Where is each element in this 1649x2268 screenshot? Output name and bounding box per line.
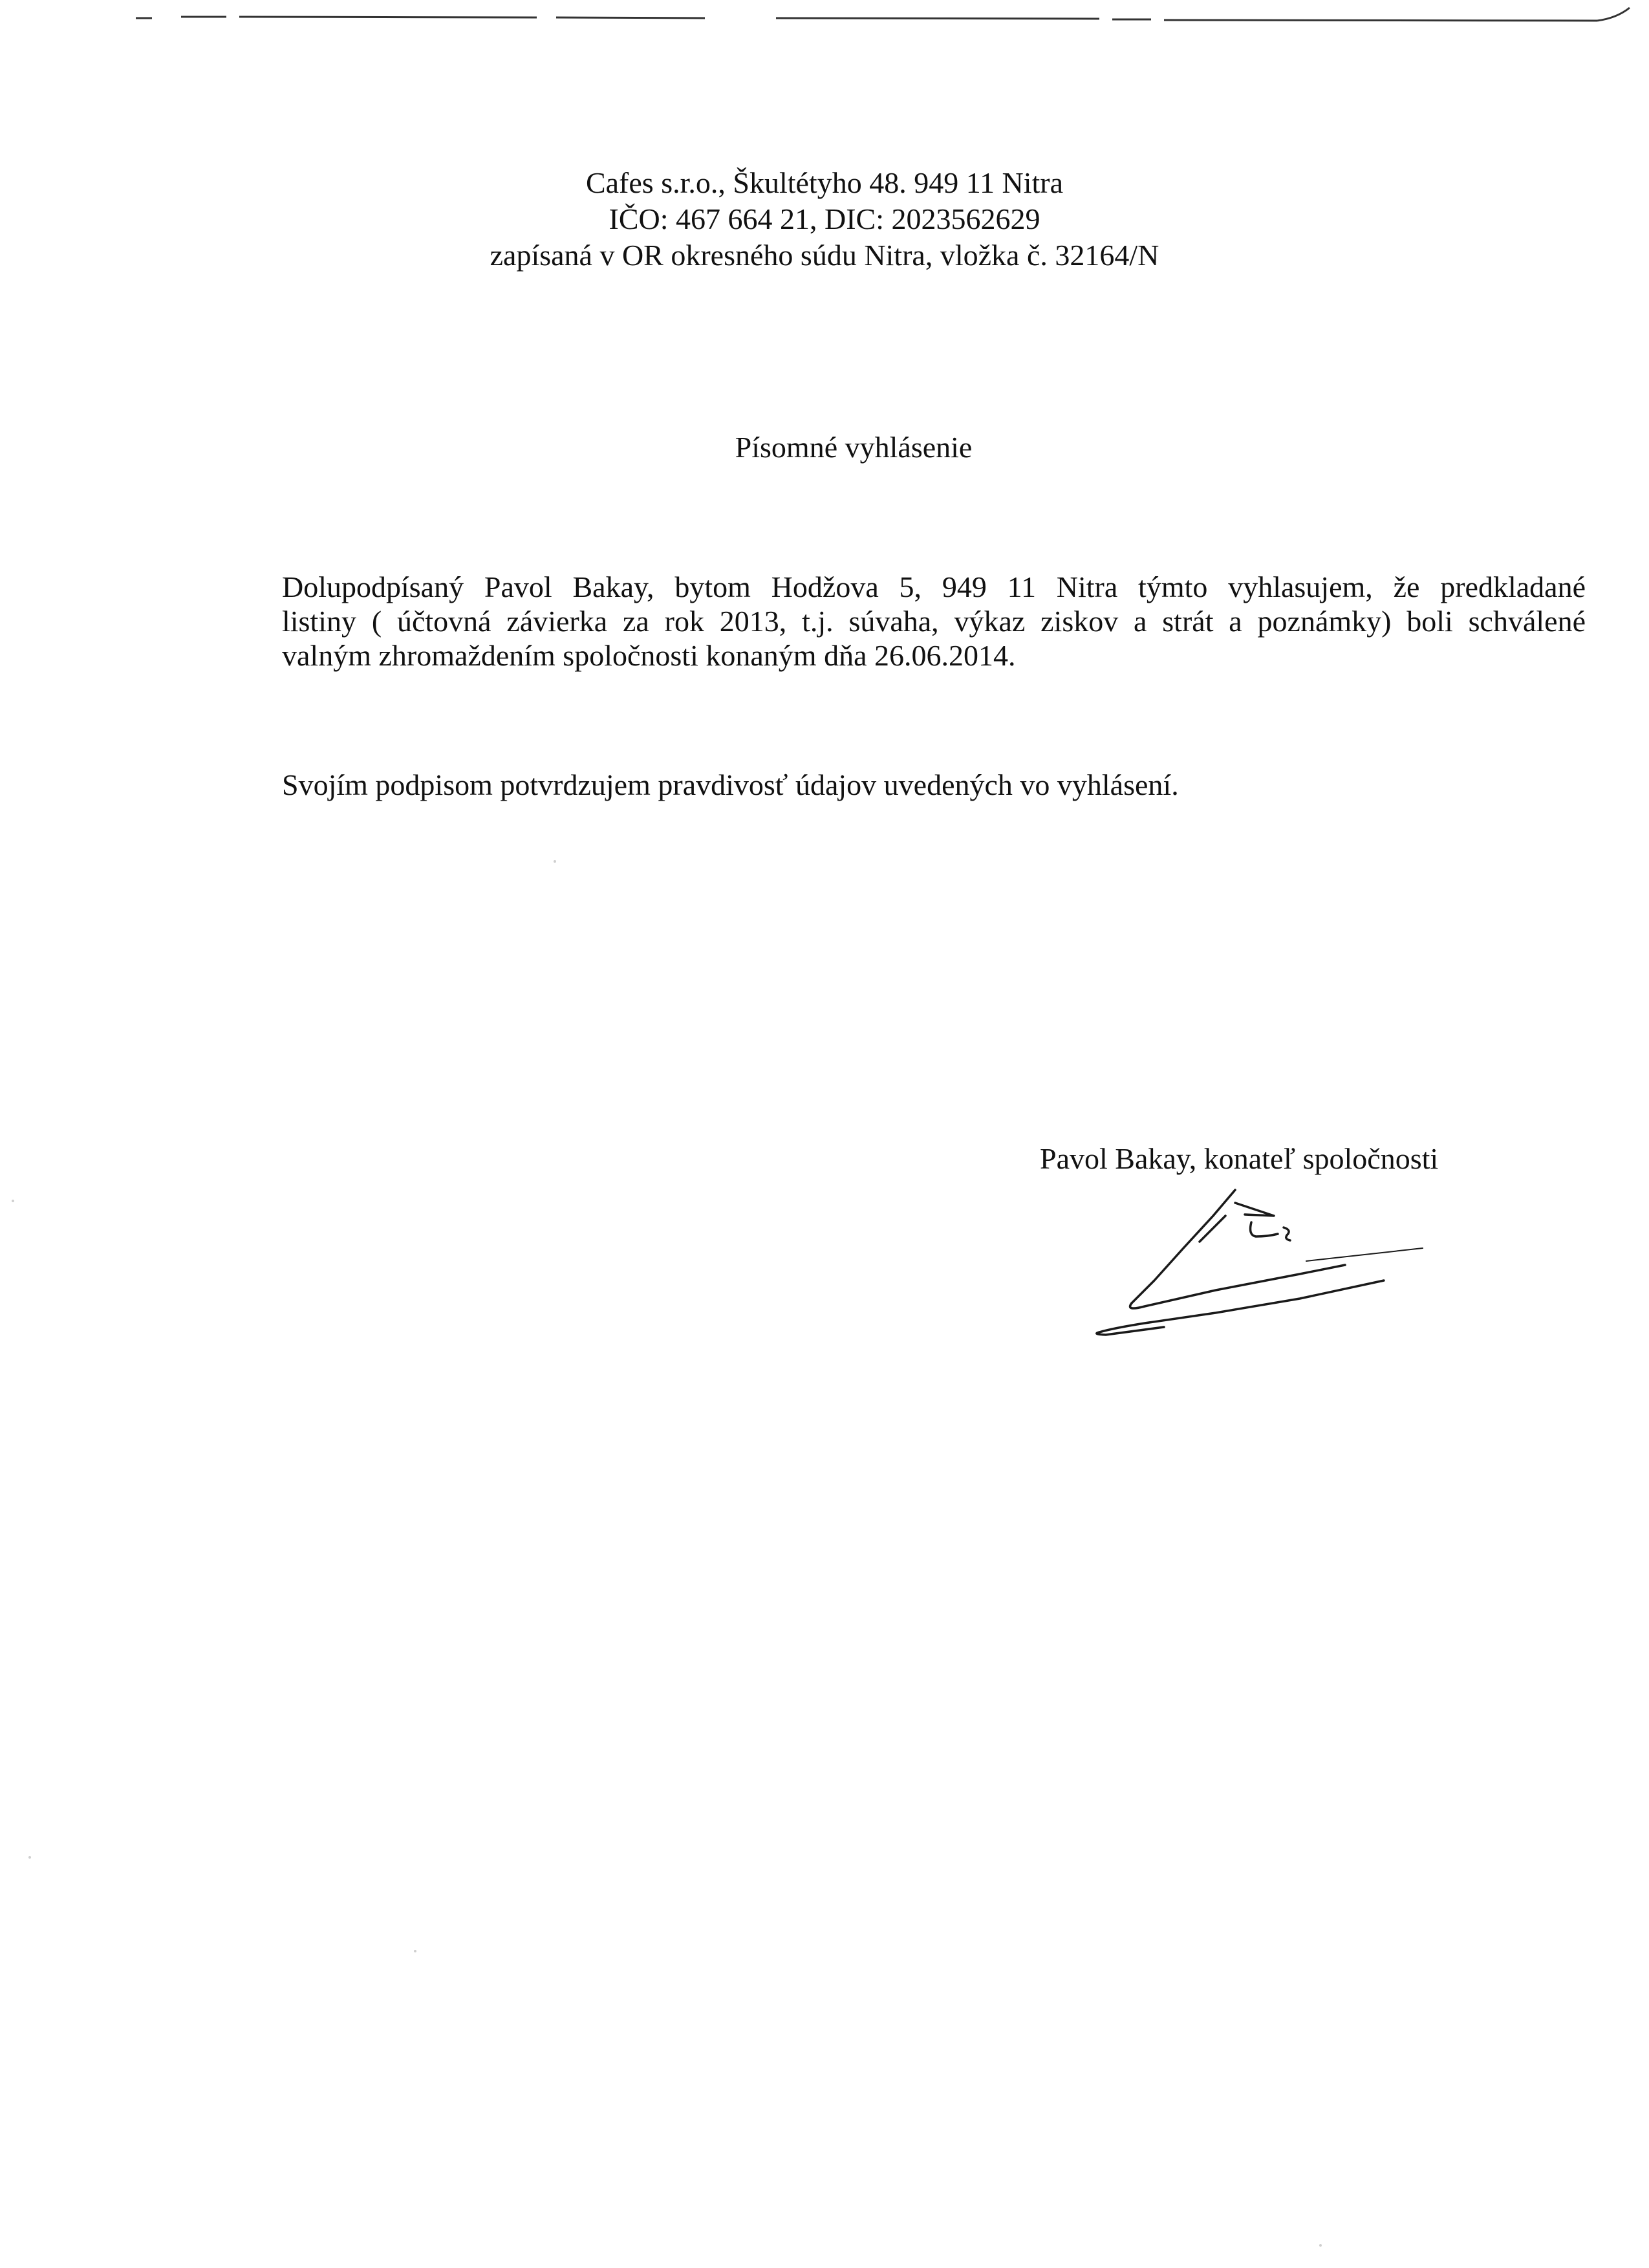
scan-speck [12,1200,14,1202]
company-header [0,165,1649,274]
declaration-line-1: Dolupodpísaný Pavol Bakay, bytom Hodžova 5, 949 11 Nitra týmto vyhlasujem, že predkladané [282,570,1586,603]
confirmation-paragraph: Svojím podpisom potvrdzujem pravdivosť údajov uvedených vo vyhlásení. [282,768,1179,801]
scan-speck [414,1950,416,1952]
company-registry: zapísaná v OR okresného súdu Nitra, vložka č. 32164/N [490,239,1159,272]
document-title: Písomné vyhlásenie [735,431,973,464]
declaration-paragraph [282,570,1586,673]
company-ids: IČO: 467 664 21, DIC: 2023562629 [609,202,1040,235]
handwritten-signature [1086,1177,1436,1345]
declaration-line-3: valným zhromaždením spoločnosti konaným dňa 26.06.2014. [282,639,1016,672]
scan-speck [1319,2244,1322,2247]
scan-edge-lines [0,0,1649,26]
company-name-address: Cafes s.r.o., Škultétyho 48. 949 11 Nitra [585,166,1064,199]
signer-name: Pavol Bakay, konateľ spoločnosti [1040,1142,1439,1175]
scan-speck [28,1856,31,1859]
declaration-line-2: listiny ( účtovná závierka za rok 2013, t.j. súvaha, výkaz ziskov a strát a poznámky) boli schválené [282,605,1586,638]
scan-speck [554,860,556,863]
